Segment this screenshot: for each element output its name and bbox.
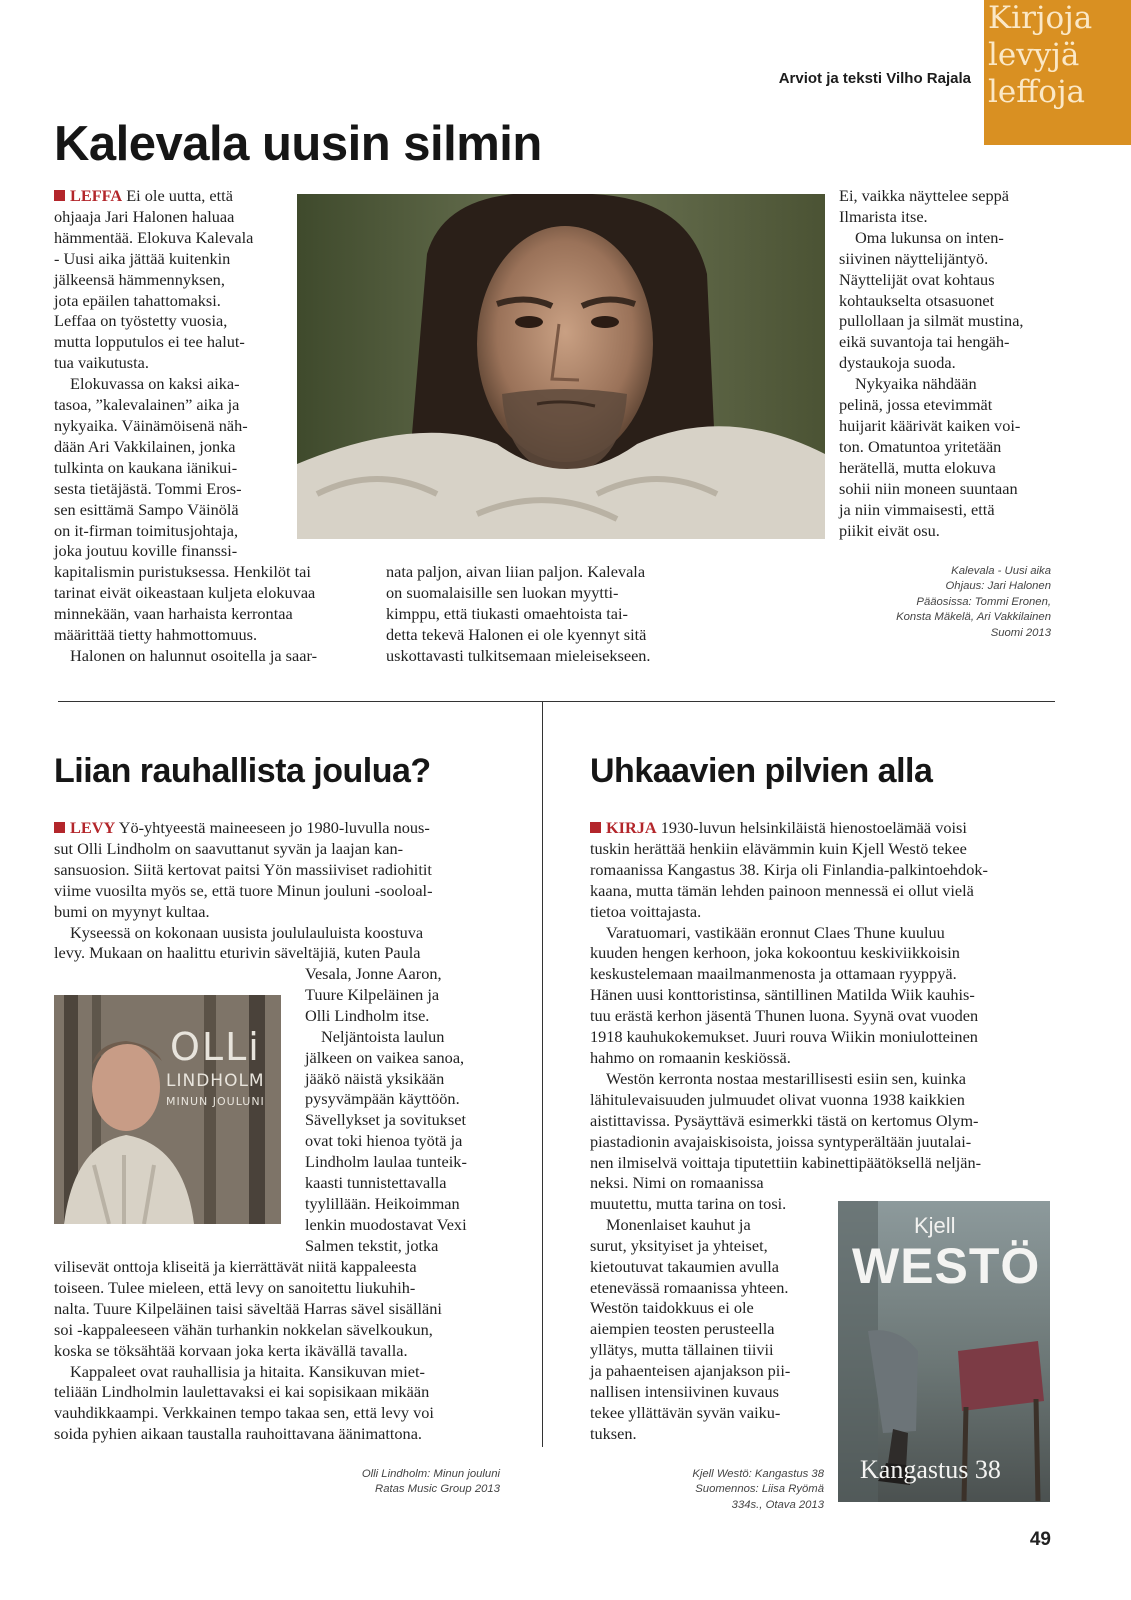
album-cover (54, 995, 281, 1224)
text-line: tulkinta on kaukana iänikui- (54, 457, 238, 477)
text-line: Hänen uusi konttoristinsa, säntillinen Matilda Wiik kauhis- (590, 985, 975, 1005)
text-line: sohii niin moneen suuntaan (839, 478, 1018, 498)
text-line: Ilmarista itse. (839, 206, 928, 226)
text-line: Halonen on halunnut osoitella ja saar- (70, 645, 317, 665)
text-line: hämmentää. Elokuva Kalevala (54, 227, 254, 247)
caption-line: Suomi 2013 (990, 626, 1051, 639)
text-line: aistittavissa. Pysäyttävä esimerkki tästä on kertomus Olym- (590, 1110, 979, 1130)
text-line: tasoa, ”kalevalainen” aika ja (54, 395, 240, 415)
page-number: 49 (1029, 1529, 1051, 1550)
text-line: Monenlaiset kauhut ja (606, 1214, 751, 1234)
text-line: Varatuomari, vastikään eronnut Claes Thune kuuluu (606, 922, 945, 942)
text-line: hahmo on romaanin keskiössä. (590, 1047, 791, 1067)
text-line: uskottavasti tulkitsemaan mieleisekseen. (386, 645, 651, 665)
text-line: keskustelemaan maailmanmenosta ja ottamaan ryyppyä. (590, 964, 957, 984)
text-line: Salmen tekstit, jotka (305, 1235, 439, 1255)
album-cover-artist-last: LINDHOLM (166, 1071, 265, 1091)
text-line: Westön taidokkuus ei ole (590, 1298, 754, 1318)
text-line: kuuden hengen kerhoon, joka kokoontuu keskiviikkoisin (590, 943, 960, 963)
caption-line: Kjell Westö: Kangastus 38 (692, 1468, 824, 1480)
text-line: herätellä, mutta elokuva (839, 457, 996, 477)
text-line: huijarit käärivät kaiken voi- (839, 415, 1021, 435)
text-line: Olli Lindholm itse. (305, 1005, 430, 1025)
caption-line: 334s., Otava 2013 (731, 1498, 824, 1511)
text-line: nykyaika. Väinämöisenä näh- (54, 415, 248, 435)
text-line: mutta lopputulos ei tee halut- (54, 332, 245, 352)
text-line: ton. Omatuntoa yritetään (839, 436, 1002, 456)
text-line: jälkeensä hämmennyksen, (54, 269, 225, 289)
caption-line: Kalevala - Uusi aika (951, 565, 1051, 577)
text-line: tua vaikutusta. (54, 353, 149, 373)
section-tab-line: Kirjoja (988, 0, 1093, 36)
text-line: etenevässä romaanissa yhteen. (590, 1277, 789, 1297)
text-line: romaanissa Kangastus 38. Kirja oli Finlandia-palkintoehdok- (590, 859, 988, 879)
article1-column2 (386, 562, 706, 667)
text-line: jääkö näistä yksikään (305, 1068, 445, 1088)
caption-line: Pääosissa: Tommi Eronen, (916, 595, 1051, 608)
text-line: kohtaukselta otsasuonet (839, 290, 995, 310)
text-line: kaasti tunnistettavalla (305, 1173, 447, 1193)
text-line: lenkin muodostavat Vexi (305, 1214, 467, 1234)
text-line: tuksen. (590, 1423, 637, 1443)
section-tab (984, 0, 1131, 145)
text-line: Kappaleet ovat rauhallisia ja hitaita. Kansikuvan miet- (70, 1361, 425, 1381)
article1-column3 (839, 186, 1069, 541)
caption-line: Olli Lindholm: Minun jouluni (361, 1468, 500, 1480)
article1-tag: LEFFA (70, 186, 123, 205)
text-line: yllätys, mutta tällainen tiivii (590, 1340, 774, 1360)
horizontal-divider (58, 701, 1055, 702)
text-line: on it-firman toimitusjohtaja, (54, 520, 239, 540)
text-line: tietoa voittajasta. (590, 901, 702, 921)
text-line: koska se töksähtää korvaan joka kerta ikävällä tavalla. (54, 1340, 408, 1360)
text-line: ja niin vimmaisesti, että (839, 499, 995, 519)
text-line: siivinen näyttelijäntyö. (839, 248, 989, 268)
text-line: Westön kerronta nostaa mestarillisesti esiin sen, kuinka (606, 1068, 966, 1088)
text-line: tuskin herättää henkiin elävämmin kuin Kjell Westö tekee (590, 838, 967, 858)
text-line: piastadionin avajaiskisoista, joissa syntyperältään juutalai- (590, 1131, 972, 1151)
text-line: pelinä, jossa etevimmät (839, 395, 993, 415)
text-line: detta tekevä Halonen ei ole kyennyt sitä (386, 624, 647, 644)
text-line: piikit eivät osu. (839, 520, 940, 540)
article3-title: Uhkaavien pilvien alla (590, 752, 933, 790)
text-line: Kyseessä on kokonaan uusista joululauluista koostuva (70, 922, 424, 942)
article1-caption (839, 564, 1051, 641)
text-line: Leffaa on työstetty vuosia, (54, 311, 228, 331)
text-line: neksi. Nimi on romaanissa (590, 1173, 764, 1192)
text-line: sansuosion. Siitä kertovat paitsi Yön massiiviset radiohitit (54, 859, 432, 879)
article3-tag: KIRJA (606, 818, 657, 837)
text-line: kietoutuvat takaumien avulla (590, 1256, 779, 1276)
text-line: Nykyaika nähdään (855, 374, 977, 394)
text-line: Näyttelijät ovat kohtaus (839, 269, 995, 289)
text-line: määrittää tietty hahmottomuus. (54, 625, 258, 645)
article3-side-column (590, 1173, 830, 1445)
text-line: jälkeen on vaikea sanoa, (305, 1047, 465, 1067)
text-line: ohjaaja Jari Halonen haluaa (54, 206, 235, 226)
article3-intro (590, 818, 1060, 1173)
article2-title: Liian rauhallista joulua? (54, 752, 431, 790)
text-line: nata paljon, aivan liian paljon. Kalevala (386, 562, 646, 581)
text-line: Neljäntoista laulun (321, 1026, 445, 1046)
text-line: soi -kappaleeseen vähän turhankin nokkelan sävelkoukun, (54, 1319, 433, 1339)
text-line: vauhdikkaampi. Verkkainen tempo takaa sen, että levy voi (54, 1403, 434, 1423)
article2-caption (300, 1467, 500, 1498)
section-tab-line: levyjä (988, 37, 1080, 73)
text-line: joka joutuu koville finanssi- (54, 541, 238, 561)
actor-portrait-image (297, 194, 825, 539)
text-line: Yö-yhtyeestä maineeseen jo 1980-luvulla nous- (115, 818, 430, 837)
text-line: soida pyhien aikaan taustalla rauhoittavana äänimattona. (54, 1424, 422, 1444)
text-line: kapitalismin puristuksessa. Henkilöt tai (54, 562, 311, 582)
text-line: nen ilmiselvä voittaja tiputettiin kabinettipäätöksellä neljän- (590, 1152, 982, 1172)
section-marker (590, 822, 601, 833)
text-line: toiseen. Tulee mieleen, että levy on sanoitettu liukuhih- (54, 1277, 416, 1297)
album-cover-artist-first: OLLi (170, 1025, 261, 1069)
text-line: tekee yllättävän syvän vaiku- (590, 1402, 781, 1422)
text-line: pullollaan ja silmät mustina, (839, 311, 1024, 331)
text-line: dään Ari Vakkilainen, jonka (54, 436, 236, 456)
text-line: Lindholm laulaa tunteik- (305, 1152, 467, 1172)
text-line: on suomalaisille sen luokan myytti- (386, 582, 619, 602)
book-cover-author-last: WESTÖ (852, 1238, 1041, 1294)
text-line: tarinat eivät oikeastaan kuljeta elokuvaa (54, 583, 316, 603)
text-line: jota epäilen tahattomaksi. (54, 290, 221, 310)
article1-title: Kalevala uusin silmin (54, 117, 542, 171)
text-line: nalta. Tuure Kilpeläinen taisi säveltää Harras sävel sisälläni (54, 1298, 442, 1318)
caption-line: Suomennos: Liisa Ryömä (695, 1483, 824, 1496)
text-line: kimppu, että tiukasti omaehtoista tai- (386, 603, 628, 623)
text-line: kaana, mutta tämän lehden painoon mennessä ei ollut vielä (590, 880, 974, 900)
vertical-divider (542, 701, 543, 1447)
article1-photo (297, 194, 825, 539)
text-line: vilisevät onttoja kliseitä ja kierrättävät niitä kappaleesta (54, 1257, 417, 1276)
text-line: Sävellykset ja sovitukset (305, 1110, 466, 1130)
text-line: Oma lukunsa on inten- (855, 227, 1004, 247)
text-line: pysyvämpään käyttöön. (305, 1089, 460, 1109)
text-line: 1918 kauhukokemukset. Juuri rouva Wiikin moniulotteinen (590, 1027, 978, 1047)
text-line: muutettu, mutta tarina on tosi. (590, 1193, 787, 1213)
text-line: Ei ole uutta, että (122, 186, 233, 205)
text-line: aiempien teosten perusteella (590, 1319, 775, 1339)
text-line: tuu erästä kerhon jäsentä Thunen luona. Syynä ovat vuoden (590, 1006, 979, 1026)
caption-line: Ohjaus: Jari Halonen (945, 580, 1051, 593)
article2-bottom (54, 1257, 524, 1445)
text-line: surut, yksityiset ja yhteiset, (590, 1235, 768, 1255)
text-line: sut Olli Lindholm on saavuttanut syvän ja laajan kan- (54, 838, 404, 858)
text-line: Vesala, Jonne Aaron, (305, 964, 442, 983)
text-line: sesta tietäjästä. Tommi Eros- (54, 478, 242, 498)
text-line: eikä suvantoja tai hengäh- (839, 332, 1010, 352)
text-line: Tuure Kilpeläinen ja (305, 984, 440, 1004)
section-marker (54, 822, 65, 833)
text-line: teliään Lindholmin laulettavaksi ei kai sopisikaan mikään (54, 1382, 430, 1402)
text-line: - Uusi aika jättää kuitenkin (54, 248, 231, 268)
article3-caption (620, 1467, 824, 1513)
text-line: minnekään, vaan harhaista kerrontaa (54, 604, 293, 624)
book-cover-title: Kangastus 38 (860, 1455, 1001, 1484)
book-cover-author-first: Kjell (914, 1213, 956, 1238)
text-line: tyylillään. Heikoimman (305, 1193, 460, 1213)
byline: Arviot ja teksti Vilho Rajala (778, 70, 971, 87)
text-line: Elokuvassa on kaksi aika- (70, 374, 240, 394)
text-line: ovat toki hienoa työtä ja (305, 1131, 463, 1151)
article2-tag: LEVY (70, 818, 116, 837)
text-line: bumi on myynyt kultaa. (54, 901, 210, 921)
article2-intro (54, 818, 514, 964)
text-line: ja pahaenteisen ajanjakson pii- (590, 1361, 791, 1381)
caption-line: Konsta Mäkelä, Ari Vakkilainen (896, 611, 1051, 624)
text-line: lähitulevaisuuden julmuudet olivat vuonna 1938 kaikkien (590, 1089, 965, 1109)
text-line: viime vuosilta myös se, että tuore Minun jouluni -sooloal- (54, 880, 433, 900)
article2-side-column (305, 964, 520, 1257)
text-line: sen esittämä Sampo Väinölä (54, 499, 239, 519)
book-cover (838, 1201, 1050, 1502)
text-line: dystaukoja suoda. (839, 353, 956, 373)
section-marker (54, 190, 65, 201)
caption-line: Ratas Music Group 2013 (375, 1483, 500, 1496)
text-line: nallisen intensiivinen kuvaus (590, 1382, 780, 1402)
album-cover-title: MINUN JOULUNI (166, 1095, 265, 1108)
text-line: 1930-luvun helsinkiläistä hienostoelämää voisi (656, 818, 967, 837)
text-line: Ei, vaikka näyttelee seppä (839, 186, 1009, 205)
section-tab-line: leffoja (988, 74, 1086, 110)
text-line: levy. Mukaan on haalittu eturivin säveltäjiä, kuten Paula (54, 943, 421, 963)
